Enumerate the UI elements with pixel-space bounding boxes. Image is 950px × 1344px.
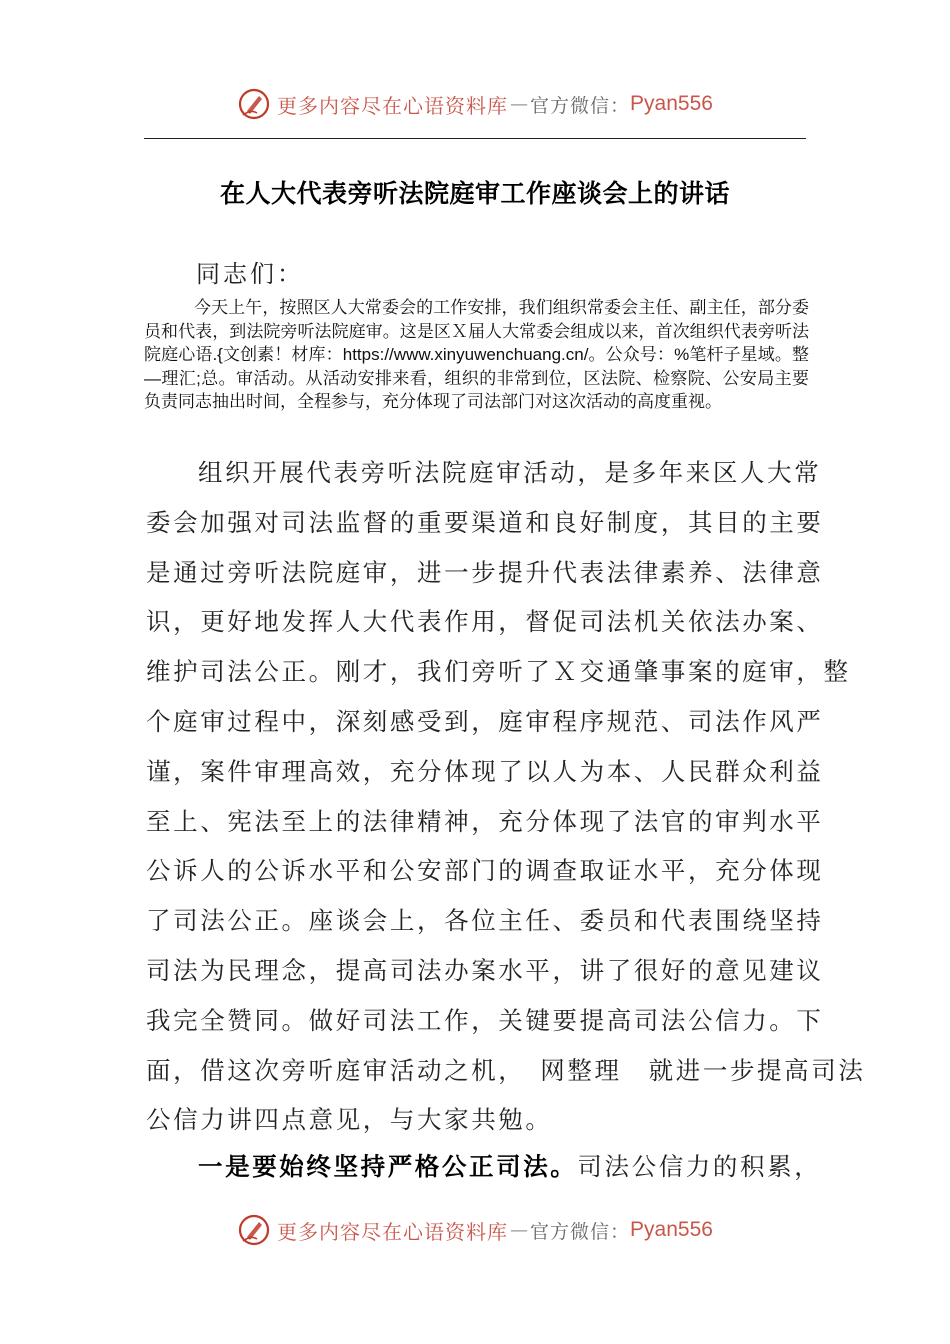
banner-wechat-id: Pyan556 (630, 92, 713, 115)
banner-separator: — (510, 93, 529, 115)
paragraph-line: 公诉人的公诉水平和公安部门的调查取证水平，充分体现 (146, 856, 824, 886)
pen-logo-icon (237, 1213, 271, 1247)
paragraph-line: 了司法公正。座谈会上，各位主任、委员和代表围绕坚持 (146, 906, 824, 936)
paragraph-line: 公信力讲四点意见，与大家共勉。 (146, 1105, 553, 1135)
header-banner (0, 84, 950, 124)
paragraph-line: 识，更好地发挥人大代表作用，督促司法机关依法办案、 (146, 607, 824, 637)
intro-paragraph: 今天上午，按照区人大常委会的工作安排，我们组织常委会主任、副主任，部分委员和代表，到法院旁听法院庭审。这是区Ｘ届人大常委会组成以来，首次组织代表旁听法院庭心语.{文创素！材库：https://www.xinyuwenchuang.cn/。公众号：%笔杆子星域。整—理汇;总。审活动。从活动安排来看，组织的非常到位，区法院、检察院、公安局主要负责同志抽出时间，全程参与，充分体现了司法部门对这次活动的高度重视。 (144, 298, 809, 412)
banner-separator: — (510, 1219, 529, 1241)
banner-left-text: 更多内容尽在心语资料库 (277, 1219, 509, 1244)
paragraph-line: 至上、宪法至上的法律精神，充分体现了法官的审判水平 (146, 806, 824, 836)
footer-banner (0, 1210, 950, 1250)
pen-logo-icon (237, 87, 271, 121)
banner-left-text: 更多内容尽在心语资料库 (277, 93, 509, 118)
paragraph-line: 维护司法公正。刚才，我们旁听了Ｘ交通肇事案的庭审，整 (146, 657, 851, 687)
banner-wechat-id: Pyan556 (630, 1218, 713, 1241)
banner-right-text: 官方微信： (530, 94, 631, 117)
paragraph-line: 委会加强对司法监督的重要渠道和良好制度，其目的主要 (146, 507, 824, 537)
paragraph-line: 司法为民理念，提高司法办案水平，讲了很好的意见建议 (146, 955, 824, 985)
paragraph-line: 个庭审过程中，深刻感受到，庭审程序规范、司法作风严 (146, 706, 824, 736)
paragraph-line: 是通过旁听法院庭审，进一步提升代表法律素养、法律意 (146, 557, 824, 587)
paragraph-line: 谨，案件审理高效，充分体现了以人为本、人民群众利益 (146, 756, 824, 786)
banner-right-text: 官方微信： (530, 1220, 631, 1243)
salutation: 同志们： (196, 260, 304, 288)
header-divider (144, 138, 806, 139)
document-title: 在人大代表旁听法院庭审工作座谈会上的讲话 (219, 179, 730, 208)
point-one-heading: 一是要始终坚持严格公正司法。 (198, 1152, 578, 1181)
body-paragraph-2 (146, 1142, 822, 1192)
body-paragraph-1 (146, 448, 866, 1145)
point-one-text: 司法公信力的积累， (577, 1152, 822, 1181)
paragraph-line: 我完全赞同。做好司法工作，关键要提高司法公信力。下 (146, 1005, 824, 1035)
paragraph-line: 面，借这次旁听庭审活动之机， 网整理 就进一步提高司法 (146, 1055, 866, 1085)
paragraph-line (146, 1142, 822, 1192)
paragraph-line: 组织开展代表旁听法院庭审活动，是多年来区人大常 (198, 458, 822, 487)
